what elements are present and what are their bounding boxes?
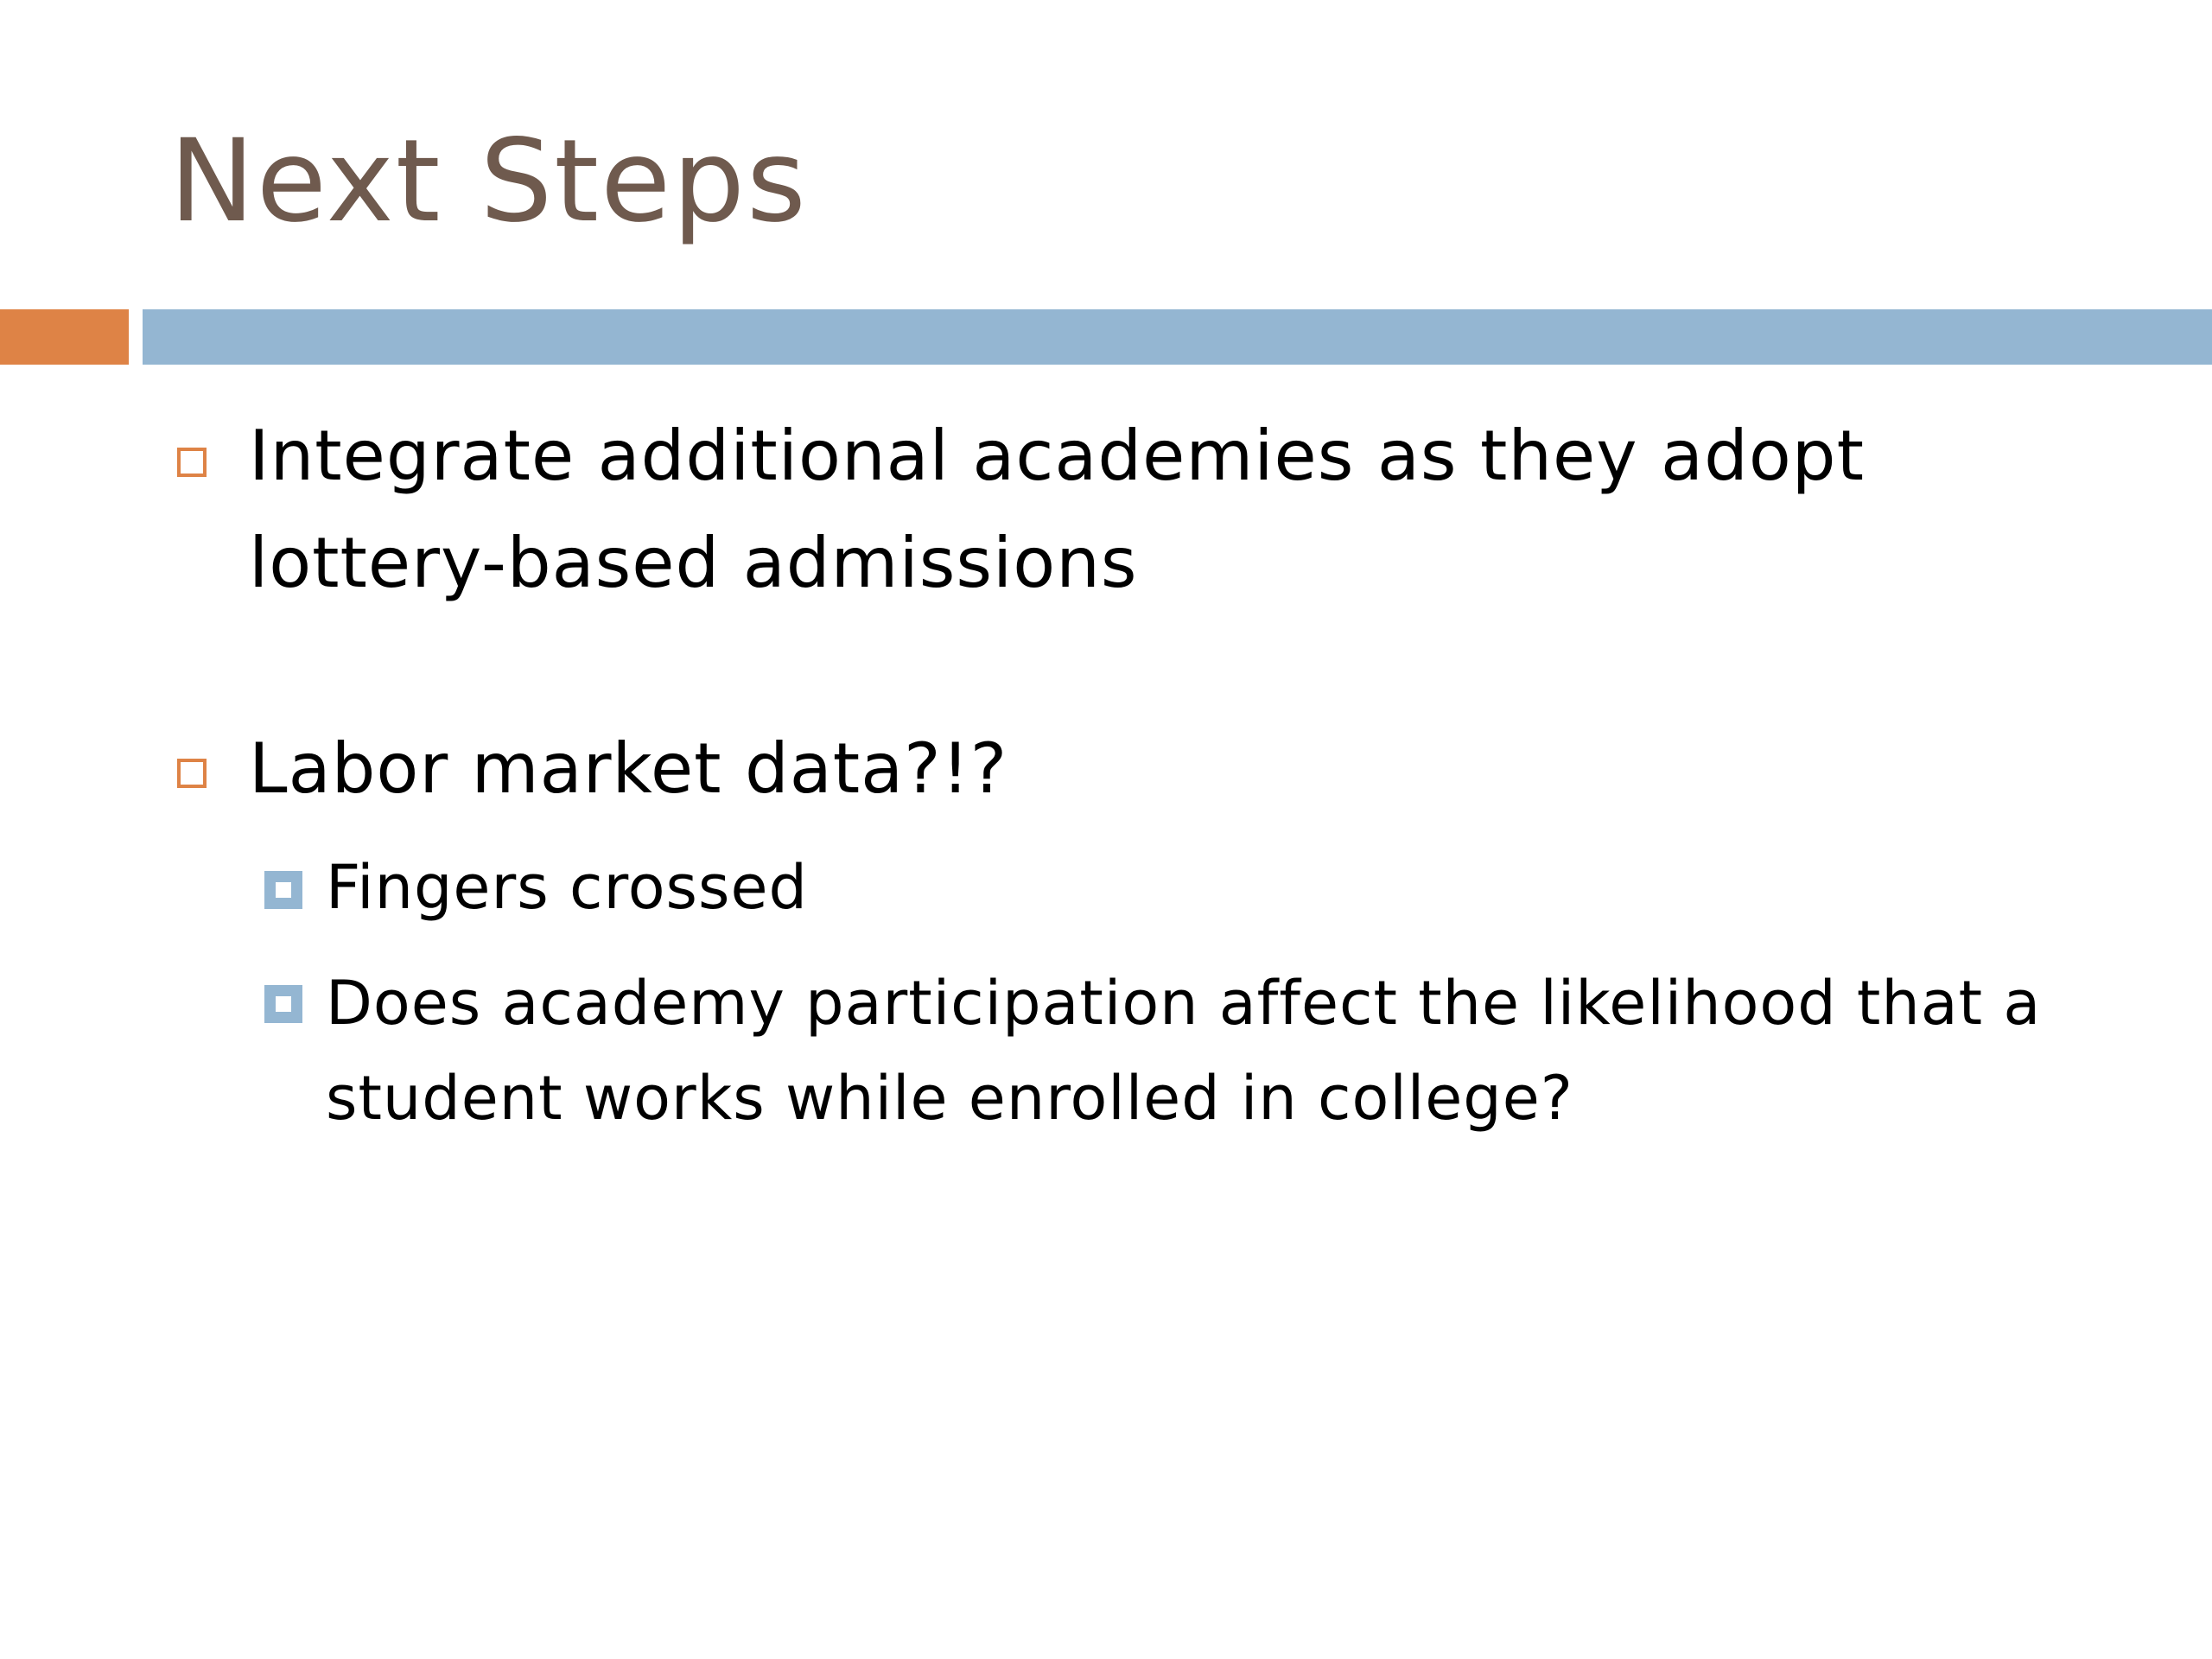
subbullet-2-2-line-2: student works while enrolled in college? [326,1063,1573,1134]
accent-bar [0,309,129,365]
hollow-square-icon [177,448,207,477]
bullet-1-line-2: lottery-based admissions [249,523,1138,603]
subbullet-2-2-line-1: Does academy participation affect the likelihood that a [326,968,2042,1039]
bullet-1-line-1: Integrate additional academies as they adopt [249,416,1865,496]
hollow-square-icon [177,759,207,788]
framed-square-icon [264,871,302,909]
subbullet-2-1-line-1: Fingers crossed [326,852,808,923]
framed-square-icon [264,985,302,1023]
slide-title: Next Steps [169,115,808,248]
title-divider-bar [143,309,2212,365]
bullet-2-line-1: Labor market data?!? [249,728,1008,809]
